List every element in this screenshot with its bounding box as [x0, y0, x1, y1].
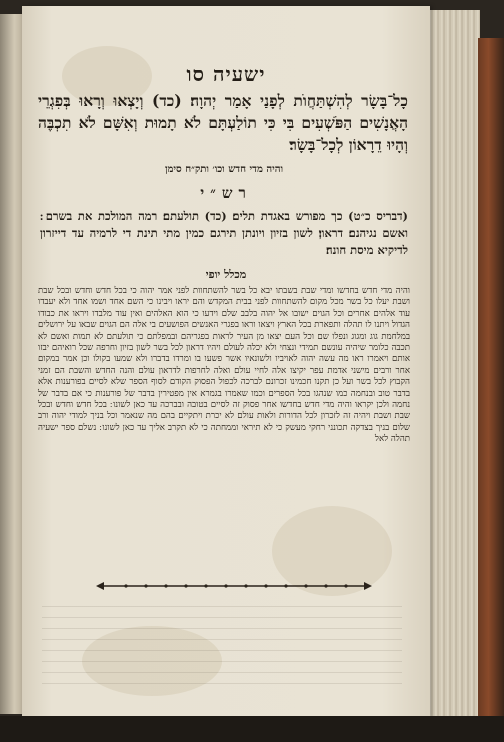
masorah-note: והיה מדי חדש וכו׳ ותק״ח סימן: [164, 164, 284, 175]
previous-page-edge: [0, 14, 24, 714]
table-shadow: [0, 716, 504, 742]
mikhlal-yofi-heading: מכלל יופי: [205, 268, 247, 281]
running-head: ישעיה סו: [186, 62, 266, 86]
decorative-rule-ornament: [96, 580, 372, 592]
page-block-edges: [428, 10, 480, 722]
page-content: [22, 6, 430, 718]
mikhlal-yofi-commentary: והיה מדי חדש בחדשו ומדי שבת בשבתו יבא כל בשר להשתחוות לפני אמר יהוה כי בכל חדש וחדש ובכל שבת ושבת יעלו כל בשר מכל מקום להשתחוות לפני בבית המקדש והם יראו ויבינו כי השם אחד ושמו אחד ולא יעבדו עוד אלהים אחרים וכל הגוים ישובו אל יהוה בלבב שלם וידעו כי הוא האלהים ואין עוד מלבדו ויראו את כבודו הגדול ויתנו לו תהלה ותפארת בכל הארץ ויצאו וראו בפגרי האנשים הפושעים בי אלה הם הגוים שבאו על ירושלים במלחמת גוג ומגוג ונפלו שם וכל העם יצאו מן העיר לראות בפגריהם ובמפלתם כי תולעתם לא תמות ואשם לא תכבה כלומר שיהיה עונשם תמידי ונצחי ולא יכלה לעולם ויהיו דראון לכל בשר לשון בזיון וחרפה שכל רואיהם יבזו אותם ויאמרו ראו מה עשה יהוה לאויביו ולשונאיו אשר פשעו בו ומרדו בדברו ולא שמעו בקולו וכן אמר במקום אחר ורבים מישני אדמת עפר יקיצו אלה לחיי עולם ואלה לחרפות לדראון עולם והנה החדש והשבת הם זמני הקבוץ לכל בשר ועל כן תקנו חכמינו זכרונם לברכה לכפול הפסוק הקודם לסוף הספר שלא לסיים בפורענות אלא בדבר טוב ובנחמה כמו שנהגו בכל הספרים וכמו שאמרו בגמרא אין מפטירין בדבר של פורענות כי אם בדבר של נחמה ולכן יקראו והיה מדי חדש בחדשו אחר פסוק זה לסיים בטובה ובברכה עד כאן לשונו ׃ בכל חדש וחדש ובכל שבת ושבת ויהיה זה לזכרון לכל הדורות ולאות עולם לא יכרת ויתקיים בהם מה שנאמר וכל בניך למודי יהוה ורב שלום בניך בצדקה תכונני רחקי מעשק כי לא תיראי וממחתה כי לא תקרב אליך עד כאן לשונו ׃ נשלם ספר ישעיה תהלה לאל: [38, 286, 410, 445]
rashi-commentary: (דבריס כ״ט) כך מפורש באגדת תלים׃ (כד) תולעתם׃ רמה המולכת את בשרם ׃ ואשם נגיהנם׃ דראון׃ לשון בזיון ויונתן תירגם כמין מתי תינת די לרמיה עד דייזרון לדיקיא מיסת חונה׃: [40, 209, 408, 257]
rashi-heading: רש״י: [200, 184, 252, 202]
show-through-text: [42, 606, 402, 686]
book-cover-edge: [478, 38, 504, 728]
scripture-verse-text: כָל־בָּשָׂר לְהִשְׁתַּחֲוֺת לְפָנַי אָמַר יְהוָה׃ (כד) וְיָצְאוּ וְרָאוּ בְּפִגְרֵי הָאֲנָשִׁים הַפֹּשְׁעִים בִּי כִּי תוֹלַעְתָּם לֹא תָמוּת וְאִשָּׁם לֹא תִכְבֶּה וְהָיוּ דֵרָאוֹן לְכָל־בָּשָׂר׃: [38, 91, 408, 154]
